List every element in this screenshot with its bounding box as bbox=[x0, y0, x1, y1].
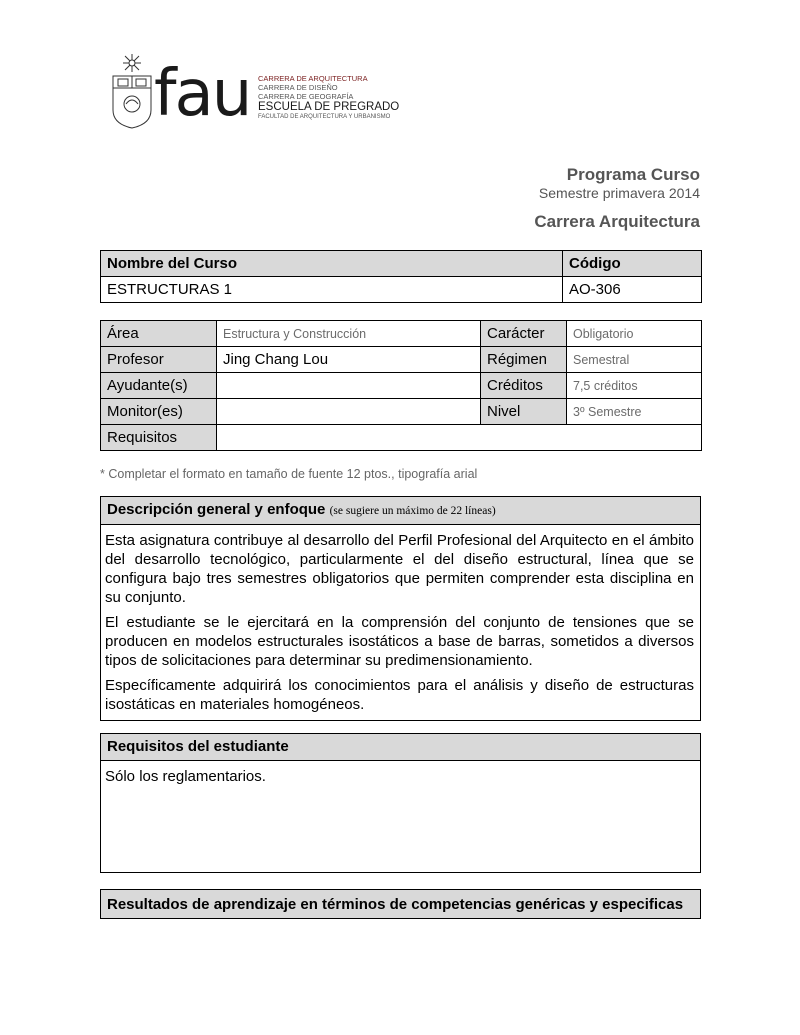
logo-line: CARRERA DE DISEÑO bbox=[258, 83, 338, 92]
student-requirements-title: Requisitos del estudiante bbox=[101, 734, 700, 761]
description-subtitle: (se sugiere un máximo de 22 líneas) bbox=[329, 505, 496, 517]
logo-line: ESCUELA DE PREGRADO bbox=[258, 101, 400, 113]
student-requirements-section bbox=[100, 733, 701, 873]
regimen-label: Régimen bbox=[481, 347, 567, 373]
area-label: Área bbox=[101, 321, 217, 347]
course-code-header: Código bbox=[563, 251, 702, 277]
nivel-label: Nivel bbox=[481, 399, 567, 425]
creditos-value: 7,5 créditos bbox=[567, 373, 702, 399]
description-paragraph: Esta asignatura contribuye al desarrollo del Perfil Profesional del Arquitecto en el ámbito del desarrollo tecnológico, particularmente el del diseño estructural, línea que se configura bajo tres semestres obligatorios que permiten comprender esta disciplina en su conjunto. bbox=[105, 532, 694, 606]
logo-line: CARRERA DE GEOGRAFÍA bbox=[258, 92, 354, 101]
description-paragraph: Específicamente adquirirá los conocimientos para el análisis y diseño de estructuras isostáticas en materiales homogéneos. bbox=[105, 677, 694, 713]
profesor-label: Profesor bbox=[101, 347, 217, 373]
description-title: Descripción general y enfoque bbox=[107, 501, 326, 518]
logo-line: CARRERA DE ARQUITECTURA bbox=[258, 74, 368, 83]
course-table bbox=[100, 250, 702, 303]
logo-line: FACULTAD DE ARQUITECTURA Y URBANISMO bbox=[258, 114, 391, 120]
requisitos-value bbox=[217, 425, 702, 451]
monitor-label: Monitor(es) bbox=[101, 399, 217, 425]
regimen-value: Semestral bbox=[567, 347, 702, 373]
description-section bbox=[100, 496, 701, 721]
course-name-value: ESTRUCTURAS 1 bbox=[101, 277, 563, 303]
university-seal-icon bbox=[110, 52, 154, 130]
creditos-label: Créditos bbox=[481, 373, 567, 399]
student-requirements-text: Sólo los reglamentarios. bbox=[105, 768, 266, 785]
career-label: Carrera Arquitectura bbox=[534, 212, 700, 231]
page-title: Programa Curso bbox=[566, 165, 700, 184]
format-note: * Completar el formato en tamaño de fuente 12 ptos., tipografía arial bbox=[100, 467, 478, 481]
area-value: Estructura y Construcción bbox=[217, 321, 481, 347]
description-paragraph: El estudiante se le ejercitará en la comprensión del conjunto de tensiones que se producen en modelos estructurales isostáticos a base de barras, sometidos a diversos tipos de solicitaciones para determinar su predimensionamiento. bbox=[105, 614, 694, 669]
course-name-header: Nombre del Curso bbox=[101, 251, 563, 277]
course-info-table bbox=[100, 320, 702, 451]
caracter-label: Carácter bbox=[481, 321, 567, 347]
requisitos-label: Requisitos bbox=[101, 425, 217, 451]
description-body bbox=[101, 525, 700, 720]
logo-text bbox=[258, 74, 398, 121]
caracter-value: Obligatorio bbox=[567, 321, 702, 347]
course-code-value: AO-306 bbox=[563, 277, 702, 303]
monitor-value bbox=[217, 399, 481, 425]
description-header bbox=[101, 497, 700, 525]
document-heading bbox=[534, 165, 700, 232]
ayudante-label: Ayudante(s) bbox=[101, 373, 217, 399]
ayudante-value bbox=[217, 373, 481, 399]
learning-results-section bbox=[100, 889, 701, 919]
nivel-value: 3º Semestre bbox=[567, 399, 702, 425]
profesor-value: Jing Chang Lou bbox=[217, 347, 481, 373]
learning-results-title: Resultados de aprendizaje en términos de competencias genéricas y especificas bbox=[101, 890, 700, 918]
semester-label: Semestre primavera 2014 bbox=[538, 185, 700, 201]
